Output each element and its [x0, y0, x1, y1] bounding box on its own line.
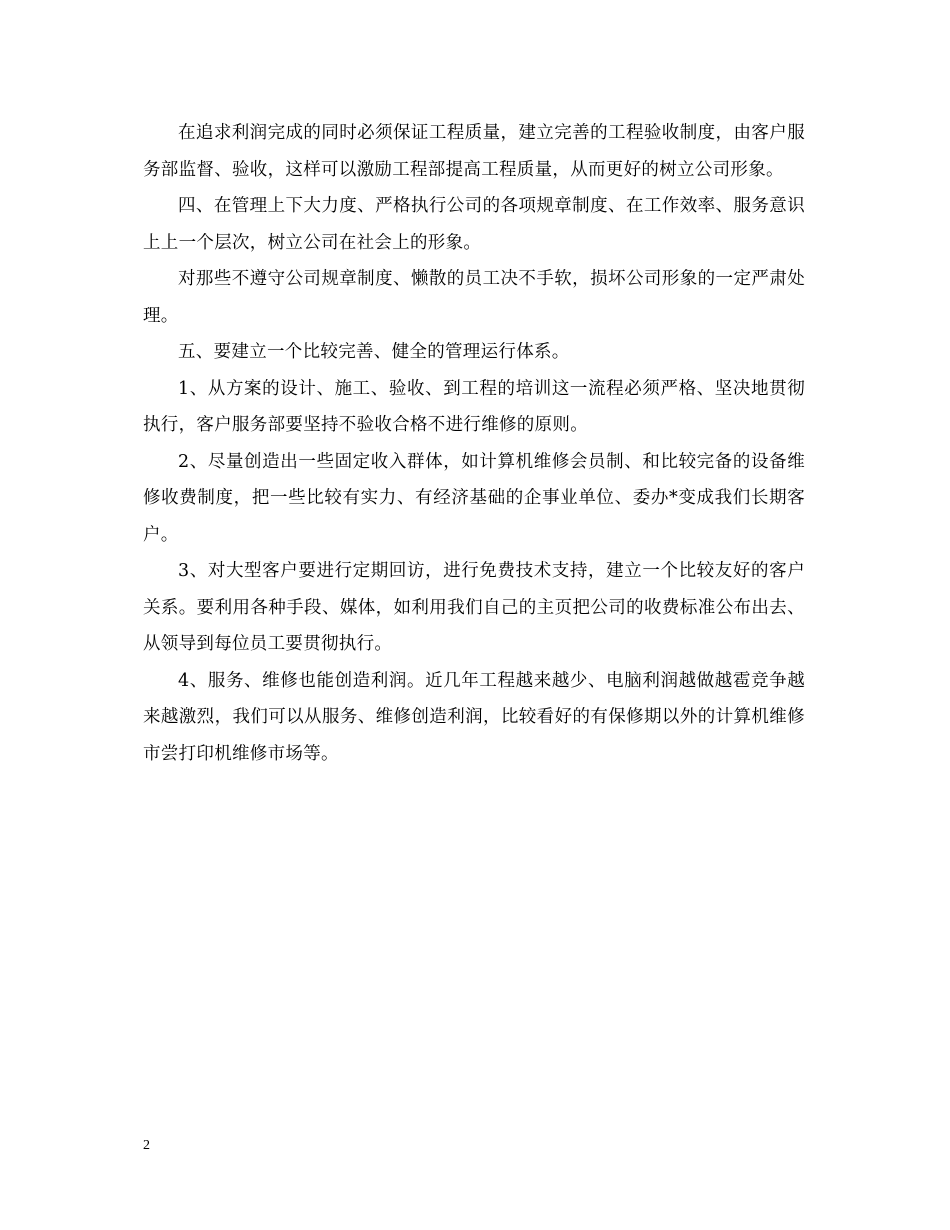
paragraph-discipline: 对那些不遵守公司规章制度、懒散的员工决不手软，损坏公司形象的一定严肃处理。 [143, 269, 805, 326]
paragraph-section-five: 五、要建立一个比较完善、健全的管理运行体系。 [178, 342, 570, 362]
paragraph-item-1: 1、从方案的设计、施工、验收、到工程的培训这一流程必须严格、坚决地贯彻执行，客户服务部要坚持不验收合格不进行维修的原则。 [143, 378, 805, 435]
page-number: 2 [143, 1138, 150, 1153]
paragraph-item-4: 4、服务、维修也能创造利润。近几年工程越来越少、电脑利润越做越雹竞争越来越激烈，我们可以从服务、维修创造利润，比较看好的有保修期以外的计算机维修市尝打印机维修市场等。 [143, 670, 805, 764]
paragraph-project-quality: 在追求利润完成的同时必须保证工程质量，建立完善的工程验收制度，由客户服务部监督、验收，这样可以激励工程部提高工程质量，从而更好的树立公司形象。 [143, 123, 805, 180]
paragraph-item-2: 2、尽量创造出一些固定收入群体，如计算机维修会员制、和比较完备的设备维修收费制度，把一些比较有实力、有经济基础的企事业单位、委办*变成我们长期客户。 [143, 451, 805, 545]
document-body [143, 115, 805, 772]
paragraph-item-3: 3、对大型客户要进行定期回访，进行免费技术支持，建立一个比较友好的客户关系。要利用各种手段、媒体，如利用我们自己的主页把公司的收费标准公布出去、从领导到每位员工要贯彻执行。 [143, 561, 805, 654]
paragraph-section-four: 四、在管理上下大力度、严格执行公司的各项规章制度、在工作效率、服务意识上上一个层次，树立公司在社会上的形象。 [143, 196, 805, 253]
